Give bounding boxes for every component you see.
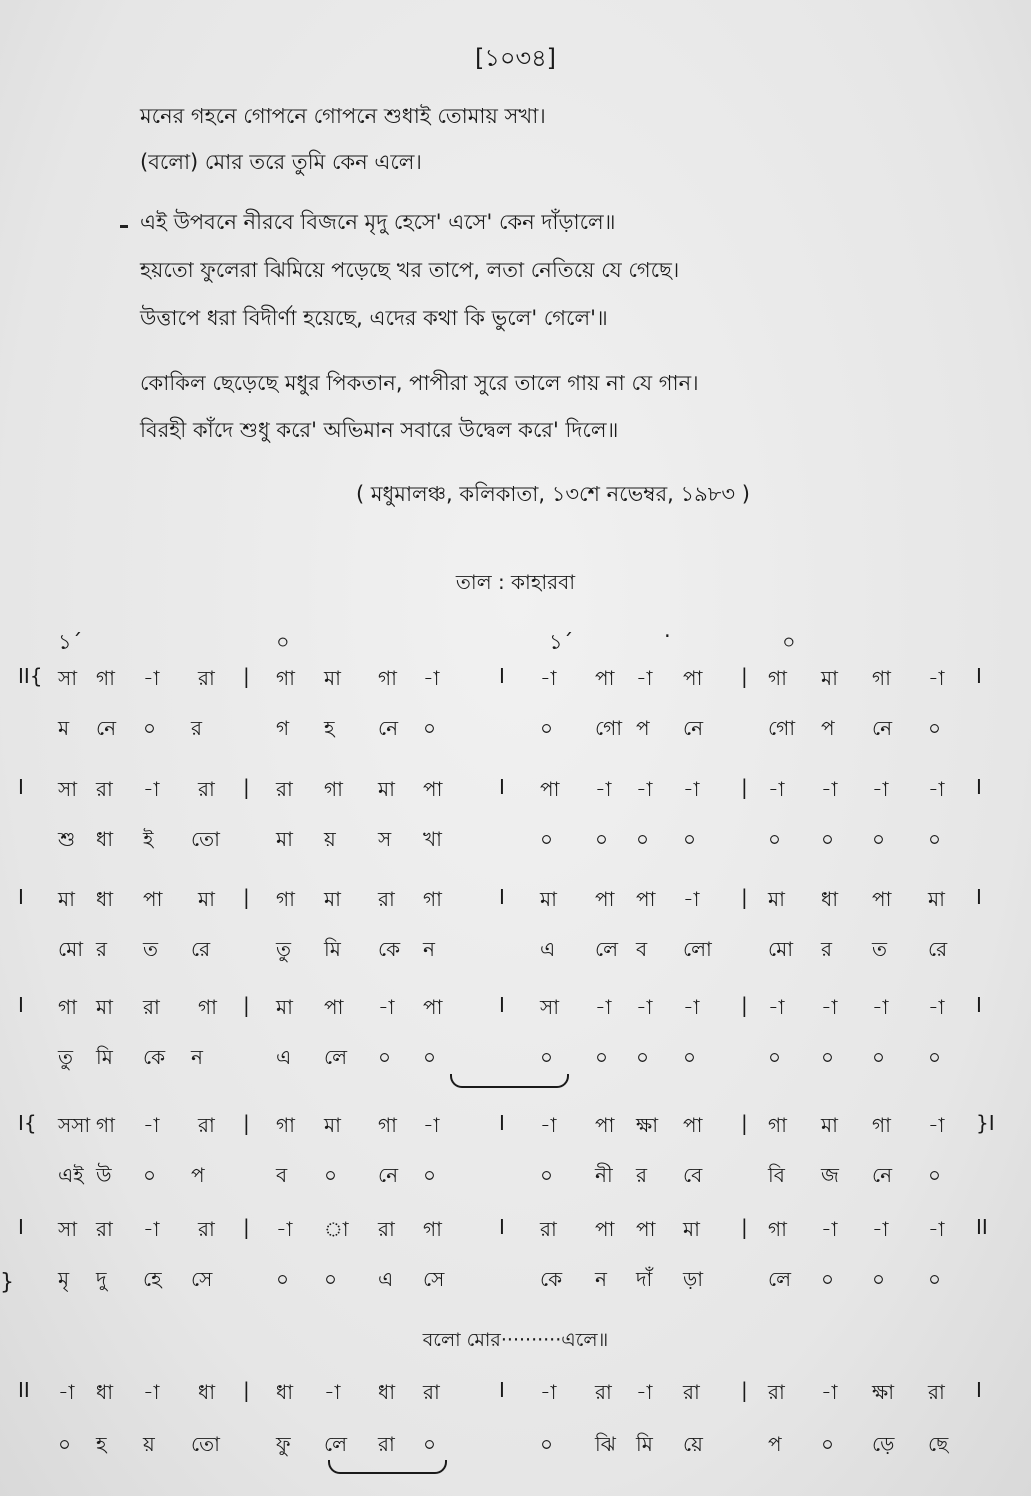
syllable-cell: ০ [928, 1267, 942, 1291]
note-cell: মা [540, 887, 557, 911]
note-cell: | [243, 1378, 250, 1402]
syllable-cell: ই [143, 827, 154, 851]
syllable-cell: হ [324, 716, 335, 740]
syllable-row [0, 1265, 1031, 1315]
note-cell: ক্ষা [636, 1113, 659, 1137]
note-cell: পা [636, 887, 656, 911]
syllable-cell: য়ে [683, 1432, 703, 1456]
syllable-row [0, 825, 1031, 875]
note-cell: সা [58, 1217, 78, 1241]
lyric-line: এই উপবনে নীরবে বিজনে মৃদু হেসে' এসে' কেন দাঁড়ালে॥ [140, 210, 616, 234]
syllable-cell: ০ [872, 827, 886, 851]
note-cell: -া [143, 777, 160, 801]
page-edge-bracket: } [0, 1270, 14, 1295]
beat-mark: · [664, 624, 671, 648]
note-cell: I [976, 1378, 982, 1402]
note-cell: II [18, 1378, 30, 1402]
note-cell: ধা [378, 1380, 396, 1404]
syllable-cell: ০ [324, 1163, 338, 1187]
note-cell: রা [198, 777, 215, 801]
note-cell: -া [636, 666, 653, 690]
note-cell: ধা [96, 887, 114, 911]
note-cell: -া [821, 1217, 838, 1241]
syllable-cell: এই [58, 1163, 84, 1187]
note-cell: -া [595, 777, 612, 801]
syllable-cell: ০ [143, 716, 157, 740]
note-cell: II{ [18, 664, 43, 688]
note-cell: পা [595, 1113, 615, 1137]
syllable-cell: ০ [324, 1267, 338, 1291]
slur-mark [328, 1460, 447, 1474]
syllable-cell: ০ [928, 1045, 942, 1069]
syllable-cell: ম [58, 716, 70, 740]
syllable-cell: ০ [540, 1045, 554, 1069]
notation-row [0, 1111, 1031, 1161]
note-cell: পা [595, 887, 615, 911]
note-cell: ধা [276, 1380, 294, 1404]
note-cell: পা [324, 995, 344, 1019]
note-cell: গা [423, 1217, 442, 1241]
note-cell: -া [143, 1217, 160, 1241]
syllable-cell: কে [378, 937, 401, 961]
syllable-cell: ০ [595, 827, 609, 851]
syllable-cell: এ [378, 1267, 394, 1291]
note-cell: সা [58, 777, 78, 801]
syllable-cell: ০ [821, 1432, 835, 1456]
note-cell: -া [683, 887, 700, 911]
syllable-cell: ০ [872, 1267, 886, 1291]
syllable-cell: বি [768, 1163, 785, 1187]
syllable-cell: ঝি [595, 1432, 616, 1456]
note-cell: -া [143, 1113, 160, 1137]
syllable-cell: লে [595, 937, 619, 961]
beat-mark: ০ [276, 630, 290, 654]
note-cell: রা [96, 1217, 113, 1241]
syllable-cell: ০ [683, 827, 697, 851]
note-cell: সসা [58, 1113, 91, 1137]
note-cell: -া [683, 995, 700, 1019]
syllable-cell: তো [191, 827, 220, 851]
note-cell: | [243, 775, 250, 799]
syllable-cell: লে [324, 1432, 348, 1456]
notation-row [0, 1378, 1031, 1428]
beat-mark: ০ [782, 630, 796, 654]
note-cell: | [741, 664, 748, 688]
syllable-cell: খা [423, 827, 442, 851]
syllable-cell: নে [96, 716, 117, 740]
syllable-cell: ছে [928, 1432, 949, 1456]
tal-label: তাল : কাহারবা [455, 570, 576, 594]
note-cell: রা [198, 666, 215, 690]
syllable-cell: ০ [143, 1163, 157, 1187]
syllable-cell: ০ [540, 827, 554, 851]
syllable-cell: র [191, 716, 203, 740]
note-cell: গা [96, 666, 115, 690]
syllable-cell: ০ [423, 1163, 437, 1187]
note-cell: -া [928, 1217, 945, 1241]
syllable-cell: দু [96, 1267, 107, 1291]
note-cell: II [976, 1215, 988, 1239]
syllable-cell: রে [928, 937, 948, 961]
syllable-cell: বে [683, 1163, 703, 1187]
note-cell: গা [324, 777, 343, 801]
note-cell: -া [872, 995, 889, 1019]
syllable-cell: ০ [540, 716, 554, 740]
syllable-cell: র [96, 937, 108, 961]
lyric-line: মনের গহনে গোপনে গোপনে শুধাই তোমায় সখা। [140, 104, 546, 128]
note-cell: গা [378, 1113, 397, 1137]
margin-dash [120, 225, 128, 228]
syllable-cell: মা [276, 827, 293, 851]
note-cell: I [18, 1215, 24, 1239]
syllable-cell: ০ [378, 1045, 392, 1069]
syllable-cell: ০ [636, 827, 650, 851]
note-cell: মা [324, 666, 341, 690]
note-cell: গা [276, 887, 295, 911]
syllable-cell: ০ [821, 1267, 835, 1291]
note-cell: I [499, 1215, 505, 1239]
note-cell: -া [928, 666, 945, 690]
syllable-cell: নে [683, 716, 704, 740]
note-cell: | [741, 1111, 748, 1135]
notation-row [0, 993, 1031, 1043]
syllable-cell: র [636, 1163, 648, 1187]
note-cell: | [243, 885, 250, 909]
note-cell: রা [378, 1217, 395, 1241]
note-cell: মা [198, 887, 215, 911]
syllable-cell: মো [58, 937, 84, 961]
note-cell: ধা [198, 1380, 216, 1404]
syllable-cell: গো [768, 716, 796, 740]
note-cell: পা [143, 887, 163, 911]
note-cell: রা [768, 1380, 785, 1404]
syllable-cell: ০ [683, 1045, 697, 1069]
syllable-cell: নে [378, 716, 399, 740]
note-cell: রা [928, 1380, 945, 1404]
syllable-cell: লো [683, 937, 712, 961]
note-cell: রা [683, 1380, 700, 1404]
syllable-cell: শু [58, 827, 76, 851]
note-cell: -া [143, 666, 160, 690]
note-cell: মা [378, 777, 395, 801]
note-cell: রা [595, 1380, 612, 1404]
syllable-cell: য় [143, 1432, 155, 1456]
note-cell: | [741, 1215, 748, 1239]
syllable-cell: প [191, 1163, 205, 1187]
note-cell: মা [821, 1113, 838, 1137]
note-cell: I [976, 775, 982, 799]
note-cell: -া [58, 1380, 75, 1404]
note-cell: -া [928, 1113, 945, 1137]
syllable-cell: ফু [276, 1432, 291, 1456]
note-cell: গা [276, 666, 295, 690]
note-cell: গা [768, 1217, 787, 1241]
note-cell: রা [96, 777, 113, 801]
syllable-cell: গো [595, 716, 623, 740]
syllable-cell: ০ [821, 827, 835, 851]
syllable-cell: লে [768, 1267, 792, 1291]
syllable-cell: ড়া [683, 1267, 704, 1291]
syllable-cell: ০ [58, 1432, 72, 1456]
note-cell: গা [96, 1113, 115, 1137]
notation-row [0, 885, 1031, 935]
syllable-cell: ০ [636, 1045, 650, 1069]
note-cell: রা [198, 1113, 215, 1137]
note-cell: -া [636, 1380, 653, 1404]
syllable-cell: রে [191, 937, 211, 961]
note-cell: মা [928, 887, 945, 911]
note-cell: -া [768, 995, 785, 1019]
note-cell: -া [768, 777, 785, 801]
syllable-row [0, 1430, 1031, 1480]
syllable-cell: ন [423, 937, 435, 961]
note-cell: -া [821, 777, 838, 801]
page-number: [১০৩৪] [474, 44, 557, 72]
beat-mark: ১´ [549, 630, 574, 654]
note-cell: মা [58, 887, 75, 911]
note-cell: মা [276, 995, 293, 1019]
note-cell: মা [768, 887, 785, 911]
syllable-cell: নী [595, 1163, 613, 1187]
note-cell: রা [276, 777, 293, 801]
note-cell: -া [540, 1380, 557, 1404]
syllable-cell: তো [191, 1432, 220, 1456]
note-cell: -া [683, 777, 700, 801]
syllable-cell: কে [540, 1267, 563, 1291]
note-cell: -া [821, 995, 838, 1019]
syllable-cell: ত [872, 937, 888, 961]
syllable-cell: ০ [423, 716, 437, 740]
syllable-cell: এ [276, 1045, 292, 1069]
syllable-cell: ০ [595, 1045, 609, 1069]
note-cell: -া [928, 777, 945, 801]
note-cell: পা [540, 777, 560, 801]
syllable-row [0, 714, 1031, 764]
syllable-cell: নে [872, 716, 893, 740]
note-cell: -া [595, 995, 612, 1019]
syllable-cell: ০ [423, 1045, 437, 1069]
syllable-cell: নে [378, 1163, 399, 1187]
note-cell: সা [540, 995, 560, 1019]
syllable-cell: রা [378, 1432, 395, 1456]
note-cell: গা [198, 995, 217, 1019]
lyric-line: (বলো) মোর তরে তুমি কেন এলে। [140, 150, 422, 174]
syllable-cell: ০ [821, 1045, 835, 1069]
note-cell: সা [58, 666, 78, 690]
beat-mark: ১´ [58, 630, 83, 654]
note-cell: | [741, 775, 748, 799]
note-cell: গা [768, 1113, 787, 1137]
note-cell: পা [683, 666, 703, 690]
note-cell: গা [872, 666, 891, 690]
syllable-cell: ০ [872, 1045, 886, 1069]
note-cell: গা [276, 1113, 295, 1137]
syllable-cell: তু [58, 1045, 74, 1069]
syllable-cell: মি [96, 1045, 113, 1069]
syllable-cell: এ [540, 937, 556, 961]
syllable-cell: মো [768, 937, 794, 961]
note-cell: রা [198, 1217, 215, 1241]
syllable-cell: ০ [768, 827, 782, 851]
syllable-cell: তু [276, 937, 292, 961]
note-cell: া [324, 1217, 349, 1241]
syllable-cell: নে [872, 1163, 893, 1187]
note-cell: -া [324, 1380, 341, 1404]
note-cell: ধা [821, 887, 839, 911]
note-cell: I [976, 885, 982, 909]
note-cell: -া [872, 777, 889, 801]
note-cell: -া [423, 666, 440, 690]
notation-row [0, 664, 1031, 714]
syllable-cell: কে [143, 1045, 166, 1069]
lyric-line: উত্তাপে ধরা বিদীর্ণা হয়েছে, এদের কথা কি ভুলে' গেলে'॥ [140, 306, 608, 330]
syllable-cell: প [821, 716, 835, 740]
note-cell: মা [324, 1113, 341, 1137]
note-cell: -া [423, 1113, 440, 1137]
note-cell: | [243, 1111, 250, 1135]
note-cell: পা [423, 777, 443, 801]
syllable-cell: ০ [423, 1432, 437, 1456]
syllable-cell: ০ [276, 1267, 290, 1291]
syllable-row [0, 935, 1031, 985]
note-cell: I [18, 885, 24, 909]
note-cell: I [499, 1378, 505, 1402]
note-cell: | [243, 1215, 250, 1239]
syllable-cell: ০ [540, 1163, 554, 1187]
note-cell: -া [540, 666, 557, 690]
note-cell: | [741, 993, 748, 1017]
syllable-cell: সে [423, 1267, 445, 1291]
syllable-cell: সে [191, 1267, 213, 1291]
refrain-line: বলো মোর··········এলে॥ [422, 1329, 609, 1351]
syllable-cell: ০ [768, 1045, 782, 1069]
syllable-cell: ন [595, 1267, 607, 1291]
lyric-line: কোকিল ছেড়েছে মধুর পিকতান, পাপীরা সুরে তালে গায় না যে গান। [140, 371, 699, 395]
note-cell: I [499, 885, 505, 909]
note-cell: পা [423, 995, 443, 1019]
note-cell: | [243, 993, 250, 1017]
note-cell: রা [143, 995, 160, 1019]
composition-credit: ( মধুমালঞ্চ, কলিকাতা, ১৩শে নভেম্বর, ১৯৮৩ ) [356, 482, 750, 506]
syllable-cell: জ [821, 1163, 839, 1187]
syllable-cell: লে [324, 1045, 348, 1069]
syllable-cell: ন [191, 1045, 203, 1069]
note-cell: পা [595, 1217, 615, 1241]
note-cell: পা [683, 1113, 703, 1137]
note-cell: রা [378, 887, 395, 911]
note-cell: রা [423, 1380, 440, 1404]
note-cell: -া [872, 1217, 889, 1241]
syllable-cell: ব [276, 1163, 288, 1187]
note-cell: I [499, 775, 505, 799]
syllable-cell: ব [636, 937, 648, 961]
note-cell: -া [636, 777, 653, 801]
note-cell: I [976, 664, 982, 688]
note-cell: মা [683, 1217, 700, 1241]
syllable-cell: য় [324, 827, 336, 851]
syllable-cell: মি [636, 1432, 653, 1456]
syllable-cell: হে [143, 1267, 162, 1291]
note-cell: }I [976, 1111, 995, 1135]
note-cell: I [18, 775, 24, 799]
slur-mark [450, 1074, 569, 1088]
syllable-cell: ড়ে [872, 1432, 895, 1456]
note-cell: -া [928, 995, 945, 1019]
syllable-cell: উ [96, 1163, 112, 1187]
note-cell: গা [423, 887, 442, 911]
syllable-cell: মৃ [58, 1267, 70, 1291]
syllable-cell: ০ [928, 716, 942, 740]
note-cell: | [243, 664, 250, 688]
note-cell: -া [378, 995, 395, 1019]
note-cell: -া [636, 995, 653, 1019]
note-cell: -া [540, 1113, 557, 1137]
note-cell: I [499, 1111, 505, 1135]
note-cell: | [741, 885, 748, 909]
syllable-cell: প [768, 1432, 782, 1456]
syllable-cell: স [378, 827, 392, 851]
note-cell: I [18, 993, 24, 1017]
note-cell: মা [821, 666, 838, 690]
note-cell: গা [58, 995, 77, 1019]
note-cell: | [741, 1378, 748, 1402]
note-cell: I [499, 664, 505, 688]
syllable-cell: দাঁ [636, 1267, 653, 1291]
syllable-cell: ধা [96, 827, 114, 851]
note-cell: গা [872, 1113, 891, 1137]
note-cell: I [499, 993, 505, 1017]
note-cell: পা [872, 887, 892, 911]
notation-row [0, 1215, 1031, 1265]
note-cell: ধা [96, 1380, 114, 1404]
note-cell: পা [595, 666, 615, 690]
note-cell: -া [143, 1380, 160, 1404]
note-cell: I{ [18, 1111, 37, 1135]
syllable-cell: গ [276, 716, 290, 740]
notation-row [0, 775, 1031, 825]
syllable-cell: মি [324, 937, 341, 961]
note-cell: রা [540, 1217, 557, 1241]
syllable-row [0, 1161, 1031, 1211]
note-cell: গা [768, 666, 787, 690]
syllable-cell: ০ [928, 827, 942, 851]
note-cell: I [976, 993, 982, 1017]
note-cell: -া [821, 1380, 838, 1404]
syllable-cell: হ [96, 1432, 107, 1456]
note-cell: মা [96, 995, 113, 1019]
note-cell: -া [276, 1217, 293, 1241]
note-cell: গা [378, 666, 397, 690]
syllable-cell: ০ [928, 1163, 942, 1187]
note-cell: মা [324, 887, 341, 911]
syllable-cell: ত [143, 937, 159, 961]
syllable-cell: প [636, 716, 650, 740]
lyric-line: বিরহী কাঁদে শুধু করে' অভিমান সবারে উদ্বেল করে' দিলে॥ [140, 418, 619, 442]
syllable-cell: র [821, 937, 833, 961]
note-cell: পা [636, 1217, 656, 1241]
lyric-line: হয়তো ফুলেরা ঝিমিয়ে পড়েছে খর তাপে, লতা নেতিয়ে যে গেছে। [140, 258, 680, 282]
note-cell: ক্ষা [872, 1380, 895, 1404]
syllable-cell: ০ [540, 1432, 554, 1456]
